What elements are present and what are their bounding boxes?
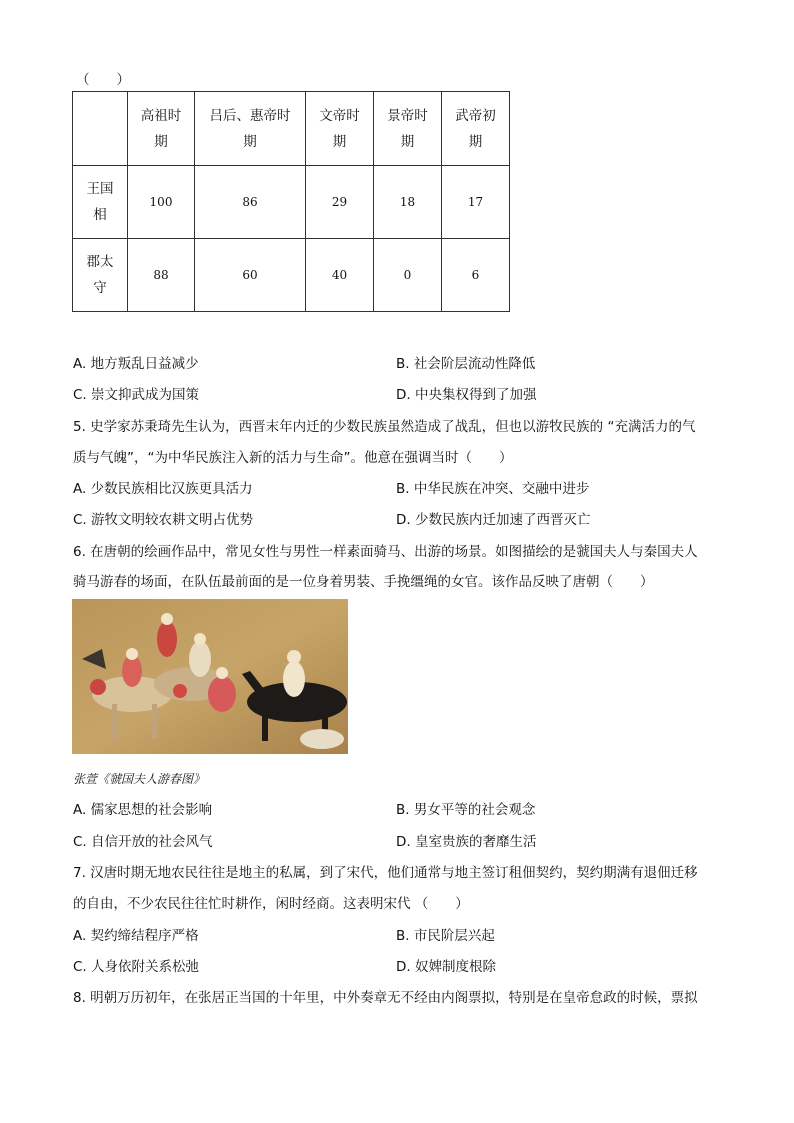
table-cell: 86	[195, 166, 306, 239]
table-cell: 29	[306, 166, 374, 239]
table-header-cell	[374, 92, 442, 166]
q5-option-d[interactable]: D. 少数民族内迁加速了西晋灭亡	[396, 512, 591, 528]
question-stem-tail: （ ）	[76, 72, 130, 88]
header-text: 文帝时 期	[319, 107, 360, 150]
q8-stem-line-1: 8. 明朝万历初年，在张居正当国的十年里，中外奏章无不经由内阁票拟，特别是在皇帝怠政的时候，票拟	[73, 990, 698, 1006]
table-header-cell	[442, 92, 510, 166]
table-header-cell	[306, 92, 374, 166]
painting-caption: 张萱《虢国夫人游春图》	[73, 772, 206, 786]
row-label: 郡太 守	[86, 254, 114, 296]
q4-option-b[interactable]: B. 社会阶层流动性降低	[396, 356, 536, 372]
q6-stem-line-2: 骑马游春的场面，在队伍最前面的是一位身着男装、手挽缰绳的女官。该作品反映了唐朝（ ）	[73, 574, 654, 590]
q6-option-c[interactable]: C. 自信开放的社会风气	[73, 834, 213, 850]
table-header-cell	[73, 92, 128, 166]
header-text: 景帝时 期	[387, 107, 428, 150]
table-row	[73, 239, 510, 312]
q7-option-d[interactable]: D. 奴婢制度根除	[396, 959, 496, 975]
table-cell: 40	[306, 239, 374, 312]
row-label: 王国 相	[86, 181, 114, 223]
table-cell: 17	[442, 166, 510, 239]
header-text: 吕后、惠帝时 期	[209, 107, 291, 150]
q6-option-d[interactable]: D. 皇室贵族的奢靡生活	[396, 834, 537, 850]
q7-option-c[interactable]: C. 人身依附关系松弛	[73, 959, 200, 975]
table-header-row	[73, 92, 510, 166]
q7-option-a[interactable]: A. 契约缔结程序严格	[73, 928, 199, 944]
table-header-cell	[195, 92, 306, 166]
table-cell: 60	[195, 239, 306, 312]
official-data-table	[72, 91, 510, 312]
q4-option-c[interactable]: C. 崇文抑武成为国策	[73, 387, 200, 403]
q6-option-b[interactable]: B. 男女平等的社会观念	[396, 802, 536, 818]
q5-option-a[interactable]: A. 少数民族相比汉族更具活力	[73, 481, 253, 497]
table-header-cell	[128, 92, 195, 166]
q7-stem-line-2: 的自由，不少农民往往忙时耕作，闲时经商。这表明宋代 （ ）	[73, 896, 469, 912]
table-cell: 0	[374, 239, 442, 312]
q4-option-d[interactable]: D. 中央集权得到了加强	[396, 387, 537, 403]
q7-option-b[interactable]: B. 市民阶层兴起	[396, 928, 495, 944]
q6-stem-line-1: 6. 在唐朝的绘画作品中，常见女性与男性一样素面骑马、出游的场景。如图描绘的是虢国夫人与秦国夫人	[73, 544, 698, 560]
q5-stem-line-1: 5. 史学家苏秉琦先生认为，西晋末年内迁的少数民族虽然造成了战乱，但也以游牧民族的 “充满活力的气	[73, 419, 696, 435]
q5-option-c[interactable]: C. 游牧文明较农耕文明占优势	[73, 512, 254, 528]
table-cell: 88	[128, 239, 195, 312]
q6-option-a[interactable]: A. 儒家思想的社会影响	[73, 802, 213, 818]
row-label-cell	[73, 166, 128, 239]
q5-option-b[interactable]: B. 中华民族在冲突、交融中进步	[396, 481, 590, 497]
table-cell: 6	[442, 239, 510, 312]
table-cell: 100	[128, 166, 195, 239]
painting-image	[72, 599, 348, 754]
q7-stem-line-1: 7. 汉唐时期无地农民往往是地主的私属，到了宋代，他们通常与地主签订租佃契约，契约期满有退佃迁移	[73, 865, 698, 881]
table-cell: 18	[374, 166, 442, 239]
q5-stem-line-2: 质与气魄”，“为中华民族注入新的活力与生命”。他意在强调当时（ ）	[73, 450, 513, 466]
table-row	[73, 166, 510, 239]
row-label-cell	[73, 239, 128, 312]
header-text: 高祖时 期	[140, 107, 182, 150]
header-text: 武帝初 期	[455, 107, 496, 150]
q4-option-a[interactable]: A. 地方叛乱日益减少	[73, 356, 199, 372]
